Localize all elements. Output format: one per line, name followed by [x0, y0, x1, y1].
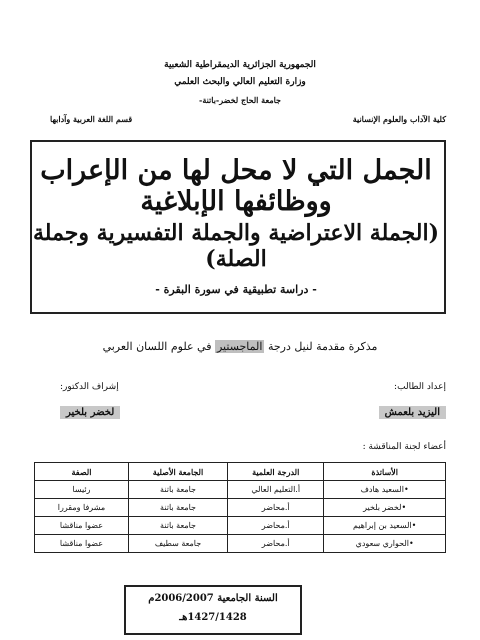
cell-rank: أ.محاضر [228, 499, 324, 517]
cell-university: جامعة باتنة [128, 499, 227, 517]
supervisor-label: إشراف الدكتور: [60, 382, 119, 392]
cell-role: رئيسا [35, 481, 129, 499]
table-header-row [35, 463, 446, 481]
faculty-name: كلية الآداب والعلوم الإنسانية [352, 114, 446, 124]
cell-rank: أ.التعليم العالي [228, 481, 324, 499]
committee-table [34, 462, 446, 553]
degree-before: مذكرة مقدمة لنيل درجة [267, 340, 378, 353]
cell-university: جامعة باتنة [128, 517, 227, 535]
header-rank: الدرجة العلمية [228, 463, 324, 481]
cell-university: جامعة باتنة [128, 481, 227, 499]
cell-name: •لخضر بلخير [324, 499, 446, 517]
table-row [35, 517, 446, 535]
cell-name: •السعيد هادف [324, 481, 446, 499]
university-name: جامعة الحاج لخضر-باتنة- [199, 95, 281, 105]
study-note: - دراسة تطبيقية في سورة البقرة - [155, 283, 317, 296]
cell-role: عضوا مناقشا [35, 535, 129, 553]
supervisor-name: لخضر بلخير [60, 406, 120, 419]
cell-name: •السعيد بن إبراهيم [324, 517, 446, 535]
student-name: اليزيد بلعمش [379, 406, 446, 419]
committee-label: أعضاء لجنة المناقشة : [362, 442, 446, 452]
cell-name: •الحواري سعودي [324, 535, 446, 553]
academic-year-box [124, 585, 302, 635]
cell-role: مشرفا ومقررا [35, 499, 129, 517]
degree-statement [0, 340, 480, 353]
student-name-box [379, 400, 446, 419]
degree-highlight: الماجستير [216, 340, 263, 353]
year-gregorian: السنة الجامعية 2006/2007م [148, 593, 278, 604]
table-row [35, 535, 446, 553]
cell-rank: أ.محاضر [228, 535, 324, 553]
student-label: إعداد الطالب: [394, 382, 446, 392]
cell-role: عضوا مناقشا [35, 517, 129, 535]
degree-after: في علوم اللسان العربي [102, 340, 212, 353]
table-row [35, 481, 446, 499]
supervisor-name-box [60, 400, 120, 419]
cell-rank: أ.محاضر [228, 517, 324, 535]
header-role: الصفة [35, 463, 129, 481]
year-hijri: 1427/1428هـ [179, 612, 247, 623]
thesis-title: الجمل التي لا محل لها من الإعراب ووظائفها الإبلاغية [40, 155, 432, 217]
cell-university: جامعة سطيف [128, 535, 227, 553]
header-professors: الأساتذة [324, 463, 446, 481]
department-name: قسم اللغة العربية وآدابها [50, 114, 133, 124]
republic-name: الجمهورية الجزائرية الديمقراطية الشعبية [164, 60, 316, 70]
thesis-subtitle: (الجملة الاعتراضية والجملة التفسيرية وجملة الصلة) [32, 220, 439, 272]
ministry-name: وزارة التعليم العالي والبحث العلمي [174, 77, 306, 87]
table-row [35, 499, 446, 517]
header-university: الجامعة الأصلية [128, 463, 227, 481]
